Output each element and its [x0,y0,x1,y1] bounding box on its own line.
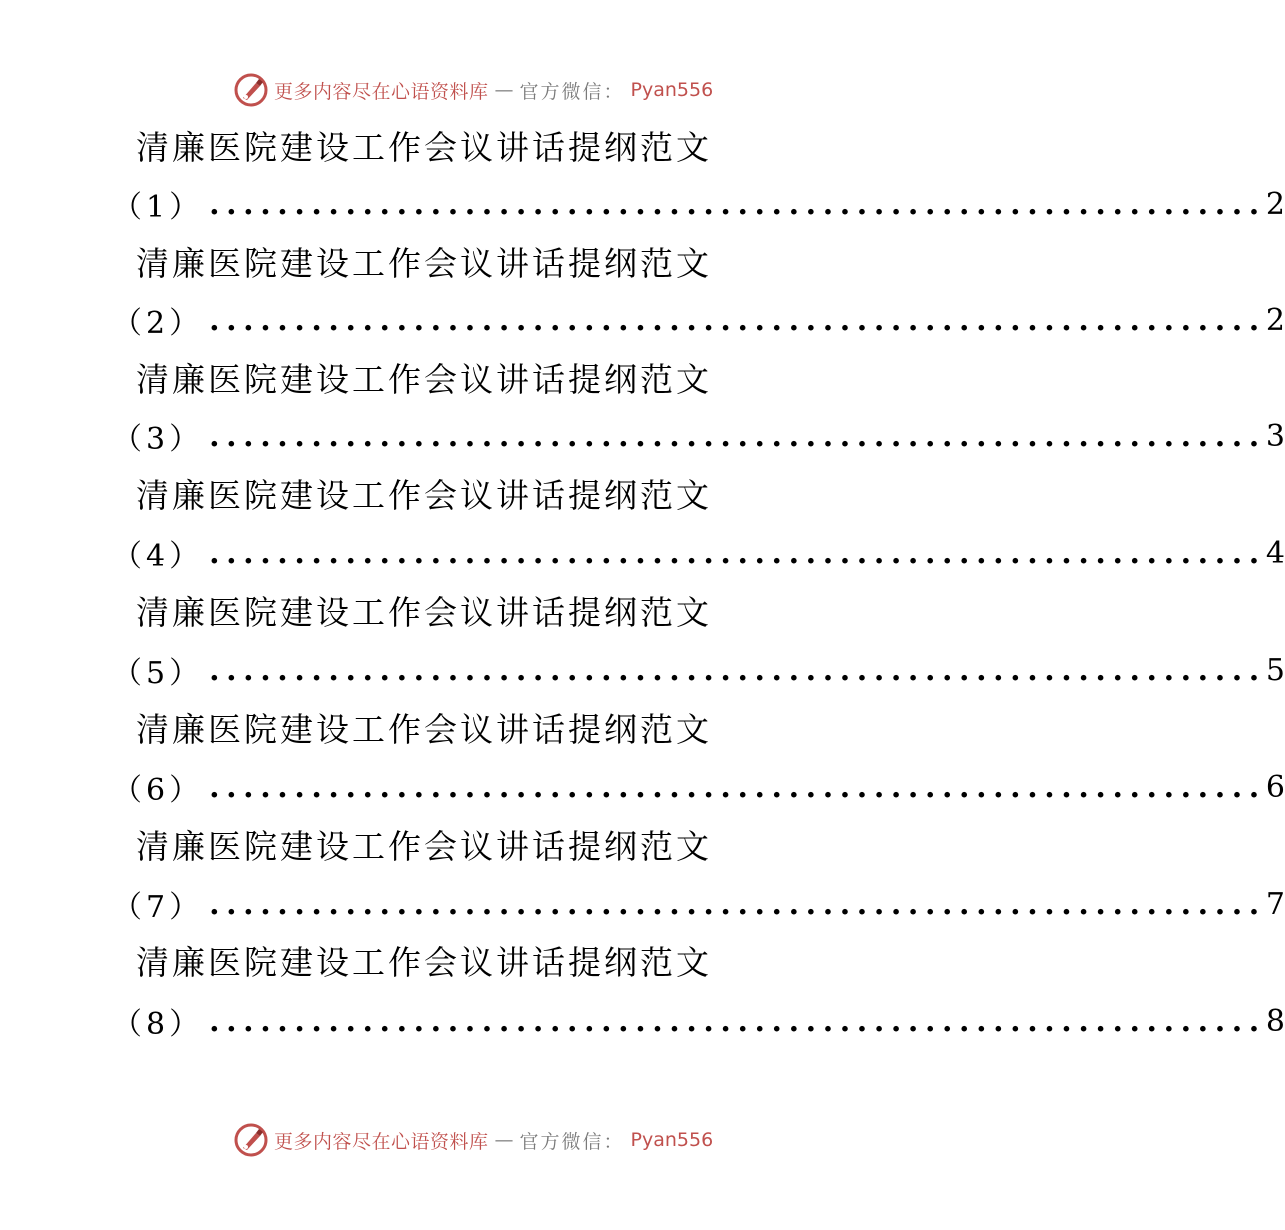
banner-dash: — [494,79,514,101]
banner-official-label: 官方微信： [519,1130,625,1153]
toc-entry-title[interactable]: 清廉医院建设工作会议讲话提纲范文 [136,476,712,515]
toc-entry-number: （2） [112,306,204,341]
toc-entry-number: （4） [112,539,204,574]
toc-page-number: 3 [1265,418,1285,454]
pen-logo-icon [234,73,268,107]
toc-entry-line[interactable] [112,300,1285,341]
toc-page-number: 4 [1265,535,1285,571]
toc-leader-dots: .............................................................. [209,886,1266,922]
toc-leader-dots: .............................................................. [209,535,1266,571]
toc-entry-number: （3） [112,422,204,457]
toc-page-number: 6 [1265,769,1285,805]
toc-leader-dots: .............................................................. [209,418,1266,454]
toc-entry-title[interactable]: 清廉医院建设工作会议讲话提纲范文 [136,360,712,399]
toc-entry-title[interactable]: 清廉医院建设工作会议讲话提纲范文 [136,943,712,982]
toc-entry-number: （1） [112,190,204,225]
toc-entry-line[interactable] [112,416,1285,457]
toc-entry-line[interactable] [112,884,1285,925]
toc-leader-dots: .............................................................. [209,1003,1266,1039]
toc-leader-dots: .............................................................. [209,186,1266,222]
toc-leader-dots: .............................................................. [209,769,1266,805]
banner-text: 更多内容尽在心语资料库 [274,80,489,103]
pen-logo-icon [234,1123,268,1157]
toc-entry-line[interactable] [112,533,1285,574]
toc-page-number: 7 [1265,886,1285,922]
toc-entry-title[interactable]: 清廉医院建设工作会议讲话提纲范文 [136,710,712,749]
banner-text: 更多内容尽在心语资料库 [274,1130,489,1153]
toc-entry-line[interactable] [112,184,1285,225]
toc-entry-number: （8） [112,1007,204,1042]
toc-entry-line[interactable] [112,650,1285,691]
toc-leader-dots: .............................................................. [209,302,1266,338]
toc-entry-number: （5） [112,656,204,691]
toc-entry-title[interactable]: 清廉医院建设工作会议讲话提纲范文 [136,244,712,283]
header-banner [234,72,713,108]
toc-entry-line[interactable] [112,767,1285,808]
toc-page-number: 8 [1265,1003,1285,1039]
toc-entry-title[interactable]: 清廉医院建设工作会议讲话提纲范文 [136,128,712,167]
toc-page-number: 2 [1265,302,1285,338]
banner-dash: — [494,1129,514,1151]
footer-banner [234,1122,713,1158]
toc-entry-number: （6） [112,773,204,808]
banner-wechat-id: Pyan556 [630,1129,714,1151]
toc-entry-number: （7） [112,890,204,925]
banner-official-label: 官方微信： [519,80,625,103]
toc-leader-dots: .............................................................. [209,652,1266,688]
toc-entry-title[interactable]: 清廉医院建设工作会议讲话提纲范文 [136,827,712,866]
toc-page-number: 5 [1265,652,1285,688]
toc-entry-title[interactable]: 清廉医院建设工作会议讲话提纲范文 [136,593,712,632]
banner-wechat-id: Pyan556 [630,79,714,101]
toc-entry-line[interactable] [112,1001,1285,1042]
toc-page-number: 2 [1265,186,1285,222]
